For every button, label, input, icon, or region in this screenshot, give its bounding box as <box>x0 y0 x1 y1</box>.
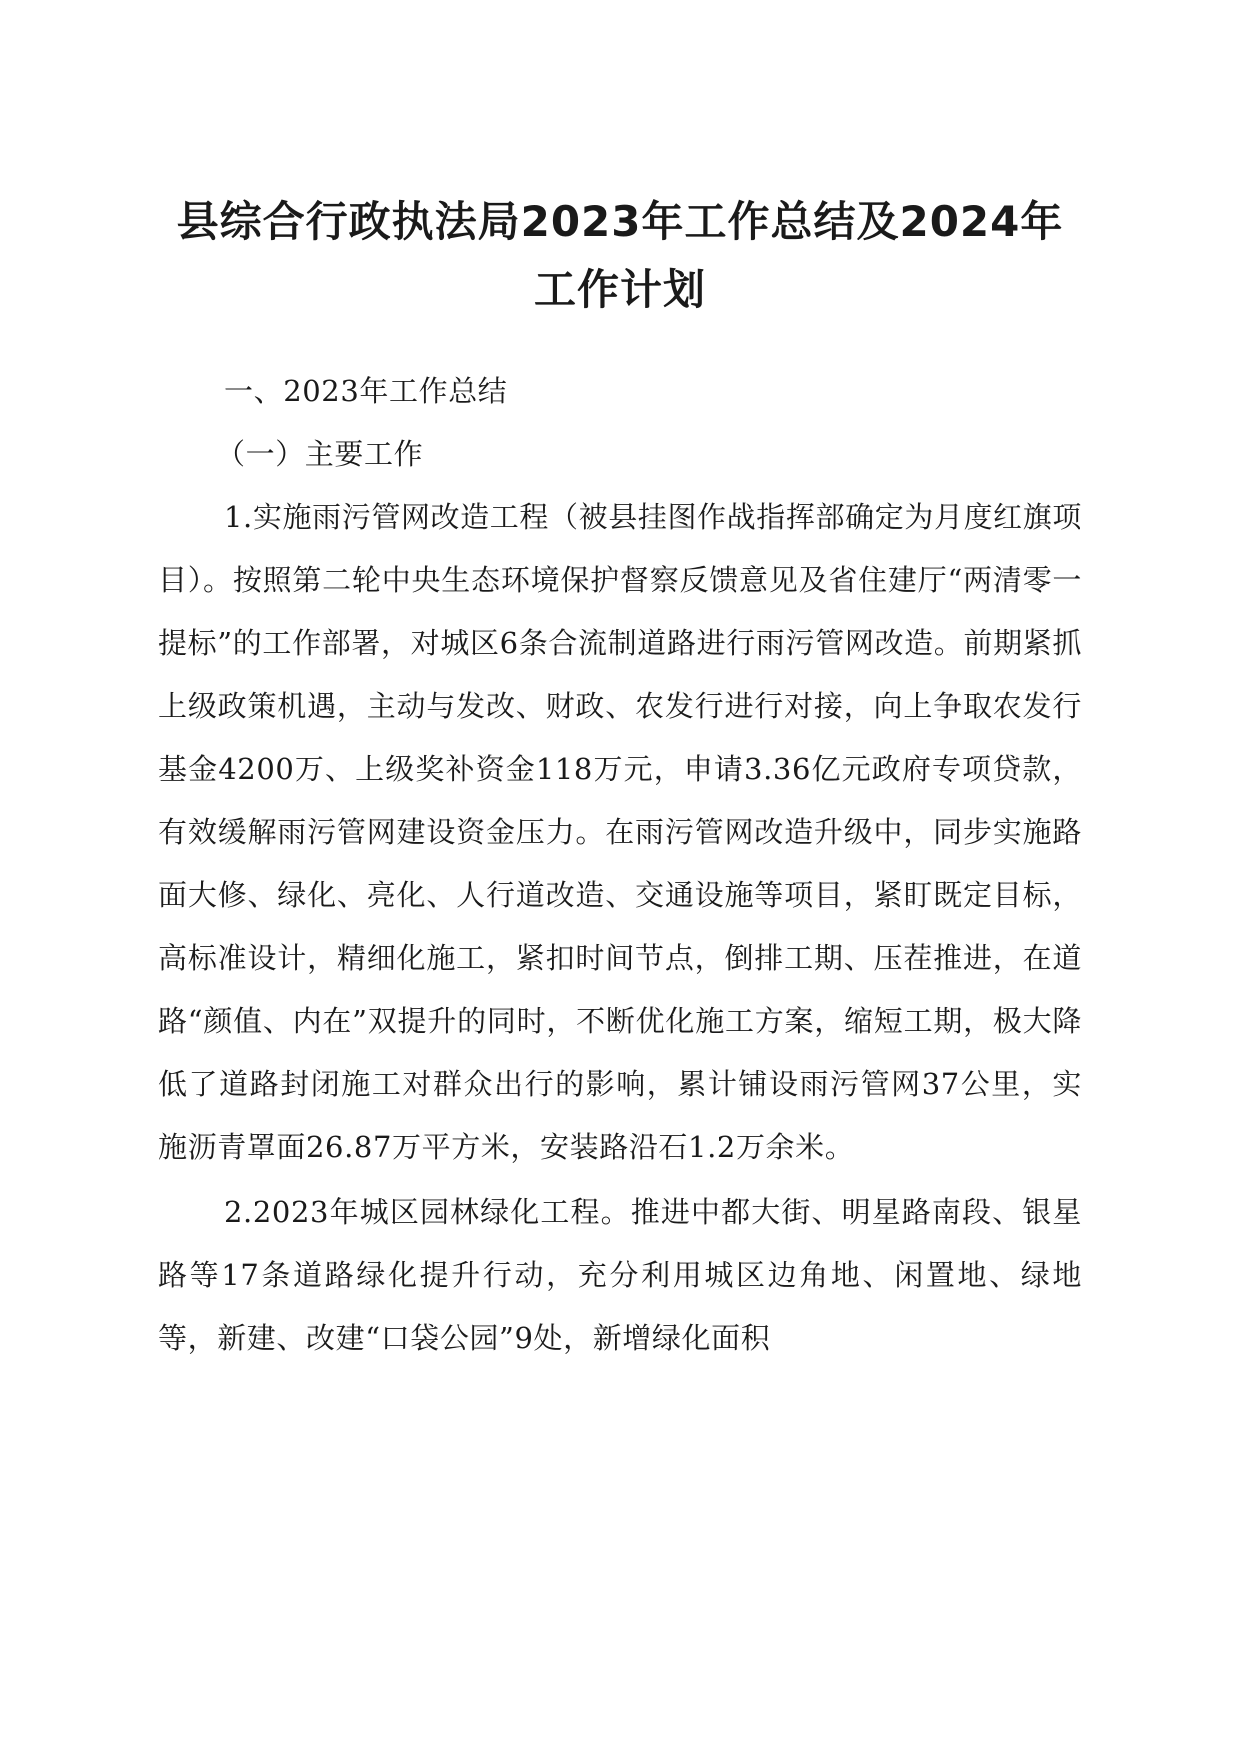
subsection-heading-main-work: （一）主要工作 <box>216 437 424 471</box>
document-title <box>128 188 1112 324</box>
title-line-1: 县综合行政执法局2023年工作总结及2024年 <box>176 197 1064 246</box>
section-heading-summary: 一、2023年工作总结 <box>224 374 508 408</box>
paragraph-rain-sewage-project: 1.实施雨污管网改造工程（被县挂图作战指挥部确定为月度红旗项目）。按照第二轮中央生态环境保护督察反馈意见及省住建厅“两清零一提标”的工作部署，对城区6条合流制道路进行雨污管网改造。前期紧抓上级政策机遇，主动与发改、财政、农发行进行对接，向上争取农发行基金4200万、上级奖补资金118万元，申请3.36亿元政府专项贷款，有效缓解雨污管网建设资金压力。在雨污管网改造升级中，同步实施路面大修、绿化、亮化、人行道改造、交通设施等项目，紧盯既定目标，高标准设计，精细化施工，紧扣时间节点，倒排工期、压茬推进，在道路“颜值、内在”双提升的同时，不断优化施工方案，缩短工期，极大降低了道路封闭施工对群众出行的影响，累计铺设雨污管网37公里，实施沥青罩面26.87万平方米，安装路沿石1.2万余米。 <box>158 500 1082 1164</box>
paragraph-landscaping-project: 2.2023年城区园林绿化工程。推进中都大街、明星路南段、银星路等17条道路绿化提升行动，充分利用城区边角地、闲置地、绿地等，新建、改建“口袋公园”9处，新增绿化面积 <box>158 1195 1082 1355</box>
document-page <box>158 188 1082 1370</box>
title-line-2: 工作计划 <box>533 265 706 314</box>
